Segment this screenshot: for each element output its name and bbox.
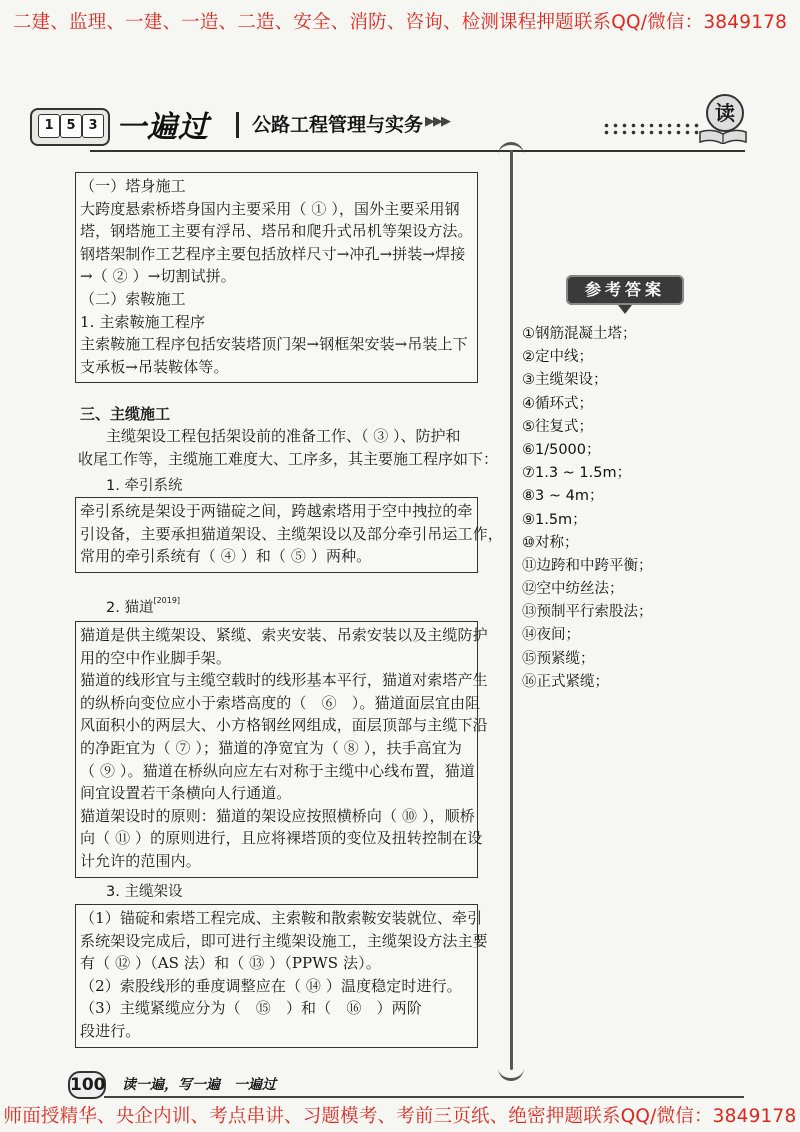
box-line: 向（ ⑪ ）的原则进行，且应将裸塔顶的变位及扭转控制在设 xyxy=(80,829,483,848)
answers-heading: 参考答案 xyxy=(566,275,684,305)
subject-title: 公路工程管理与实务 xyxy=(252,114,424,136)
traction-system-box xyxy=(75,497,503,573)
subsection-title: 1. 牵引系统 xyxy=(106,478,183,494)
box-line: 常用的牵引系统有（ ④ ）和（ ⑤ ）两种。 xyxy=(80,547,372,566)
answer-item: ③主缆架设； xyxy=(522,372,608,389)
box-line: 猫道架设时的原则：猫道的架设应按照横桥向（ ⑩ ），顺桥 xyxy=(80,806,475,825)
box-line: 牵引系统是架设于两锚碇之间，跨越索塔用于空中拽拉的牵 xyxy=(80,502,473,520)
box-line: 猫道的线形宜与主缆空载时的线形基本平行，猫道对索塔产生 xyxy=(80,671,488,690)
answer-item: ⑧3 ~ 4m； xyxy=(522,488,604,505)
box-line: →（ ② ）→切割试拼。 xyxy=(80,267,236,286)
box-line: 大跨度悬索桥塔身国内主要采用（ ① ），国外主要采用钢 xyxy=(80,199,460,218)
answer-item: ②定中线； xyxy=(522,349,593,366)
header-rule xyxy=(90,150,745,152)
column-divider xyxy=(510,150,513,1070)
box-line: （2）索股线形的垂度调整应在（ ⑭ ）温度稳定时进行。 xyxy=(80,976,462,995)
answer-item: ⑬预制平行索股法； xyxy=(522,604,653,621)
box-line: （1）锚碇和索塔工程完成、主索鞍和散索鞍安装就位、牵引 xyxy=(80,909,483,927)
brand-title: 一遍过 xyxy=(116,110,209,145)
box-line: 的纵桥向变位应小于索塔高度的（ ⑥ ）。猫道面层宜由阻 xyxy=(80,693,481,712)
answer-item: ⑩对称； xyxy=(522,534,579,551)
box-line: 有（ ⑫ ）（AS 法）和（ ⑬ ）（PPWS 法）。 xyxy=(80,954,381,973)
footer-rule xyxy=(104,1096,744,1098)
paragraph-line: 收尾工作等，主缆施工难度大、工序多，其主要施工程序如下： xyxy=(78,450,499,468)
box-line: （ ⑨ ）。猫道在桥纵向应左右对称于主缆中心线布置，猫道 xyxy=(80,761,475,780)
dot-pattern xyxy=(602,122,702,136)
answer-item: ①钢筋混凝土塔； xyxy=(522,326,637,342)
box-line: 间宜设置若干条横向人行通道。 xyxy=(80,784,292,803)
box-line: 引设备，主要承担猫道架设、主缆架设以及部分牵引吊运工作， xyxy=(80,524,503,543)
box-line: （3）主缆紧缆应分为（ ⑮ ）和（ ⑯ ）两阶 xyxy=(80,999,422,1018)
answer-item: ⑮预紧缆； xyxy=(522,650,595,667)
box-line: 1. 主索鞍施工程序 xyxy=(80,312,206,331)
read-book-icon xyxy=(698,94,748,146)
page-header xyxy=(30,94,750,154)
column-divider-bottom xyxy=(498,1058,524,1081)
answer-item: ⑯正式紧缆； xyxy=(522,673,609,690)
answer-item: ⑪边跨和中跨平衡； xyxy=(522,557,653,574)
box-line: 用的空中作业脚手架。 xyxy=(80,648,232,667)
answer-item: ⑥1/5000； xyxy=(522,441,601,458)
box-line: 计允许的范围内。 xyxy=(80,851,201,870)
answer-item: ⑦1.3 ~ 1.5m； xyxy=(522,465,632,482)
box-line: 猫道是供主缆架设、紧缆、索夹安装、吊索安装以及主缆防护 xyxy=(80,626,488,644)
answer-item: ⑨1.5m； xyxy=(522,511,587,528)
answer-item: ⑤往复式； xyxy=(522,418,593,435)
answer-item: ⑭夜间； xyxy=(522,627,580,644)
box-line: 支承板→吊装鞍体等。 xyxy=(80,357,229,376)
box-line: 系统架设完成后，即可进行主缆架设施工，主缆架设方法主要 xyxy=(80,931,488,950)
box-line: 主索鞍施工程序包括安装塔顶门架→钢框架安装→吊装上下 xyxy=(80,335,468,354)
box-line: （一）塔身施工 xyxy=(80,177,186,195)
header-divider xyxy=(236,112,239,138)
arrow-icons: ▶▶▶ xyxy=(425,114,449,129)
subsection-title: 2. 猫道[2019] xyxy=(106,596,181,616)
cable-erection-box xyxy=(75,904,488,1048)
box-line: 钢塔架制作工艺程序主要包括放样尺寸→冲孔→拼装→焊接 xyxy=(80,244,466,263)
promo-banner-top: 二建、监理、一建、一造、二造、安全、消防、咨询、检测课程押题联系QQ/微信：3849178 xyxy=(12,12,788,33)
box-line: 段进行。 xyxy=(80,1021,141,1040)
read-badge-text: 读 xyxy=(706,94,744,132)
box-line: （二）索鞍施工 xyxy=(80,289,186,308)
year-tag: [2019] xyxy=(153,596,181,605)
box-line: 塔，钢塔施工主要有浮吊、塔吊和爬升式吊机等架设方法。 xyxy=(80,222,473,241)
catwalk-box xyxy=(75,621,488,878)
tower-construction-box xyxy=(75,172,478,383)
paragraph-line: 主缆架设工程包括架设前的准备工作、（ ③ ）、防护和 xyxy=(106,427,461,445)
box-line: 的净距宜为（ ⑦ ）；猫道的净宽宜为（ ⑧ ），扶手高宜为 xyxy=(80,738,462,757)
subsection-title: 3. 主缆架设 xyxy=(106,884,183,900)
logo-icon: 1 5 3 xyxy=(30,108,110,146)
answer-item: ⑫空中纺丝法； xyxy=(522,581,624,598)
box-line: 风面积小的两层大、小方格钢丝网组成，面层顶部与主缆下沿 xyxy=(80,716,488,735)
section-title: 三、主缆施工 xyxy=(80,405,171,423)
answer-item: ④循环式； xyxy=(522,395,593,412)
answer-list xyxy=(522,322,782,693)
footer-slogan: 读一遍，写一遍 一遍过 xyxy=(122,1077,276,1093)
page-number: 100 xyxy=(68,1071,106,1099)
promo-banner-bottom: 师面授精华、央企内训、考点串讲、习题模考、考前三页纸、绝密押题联系QQ/微信：3849178 xyxy=(3,1106,797,1127)
